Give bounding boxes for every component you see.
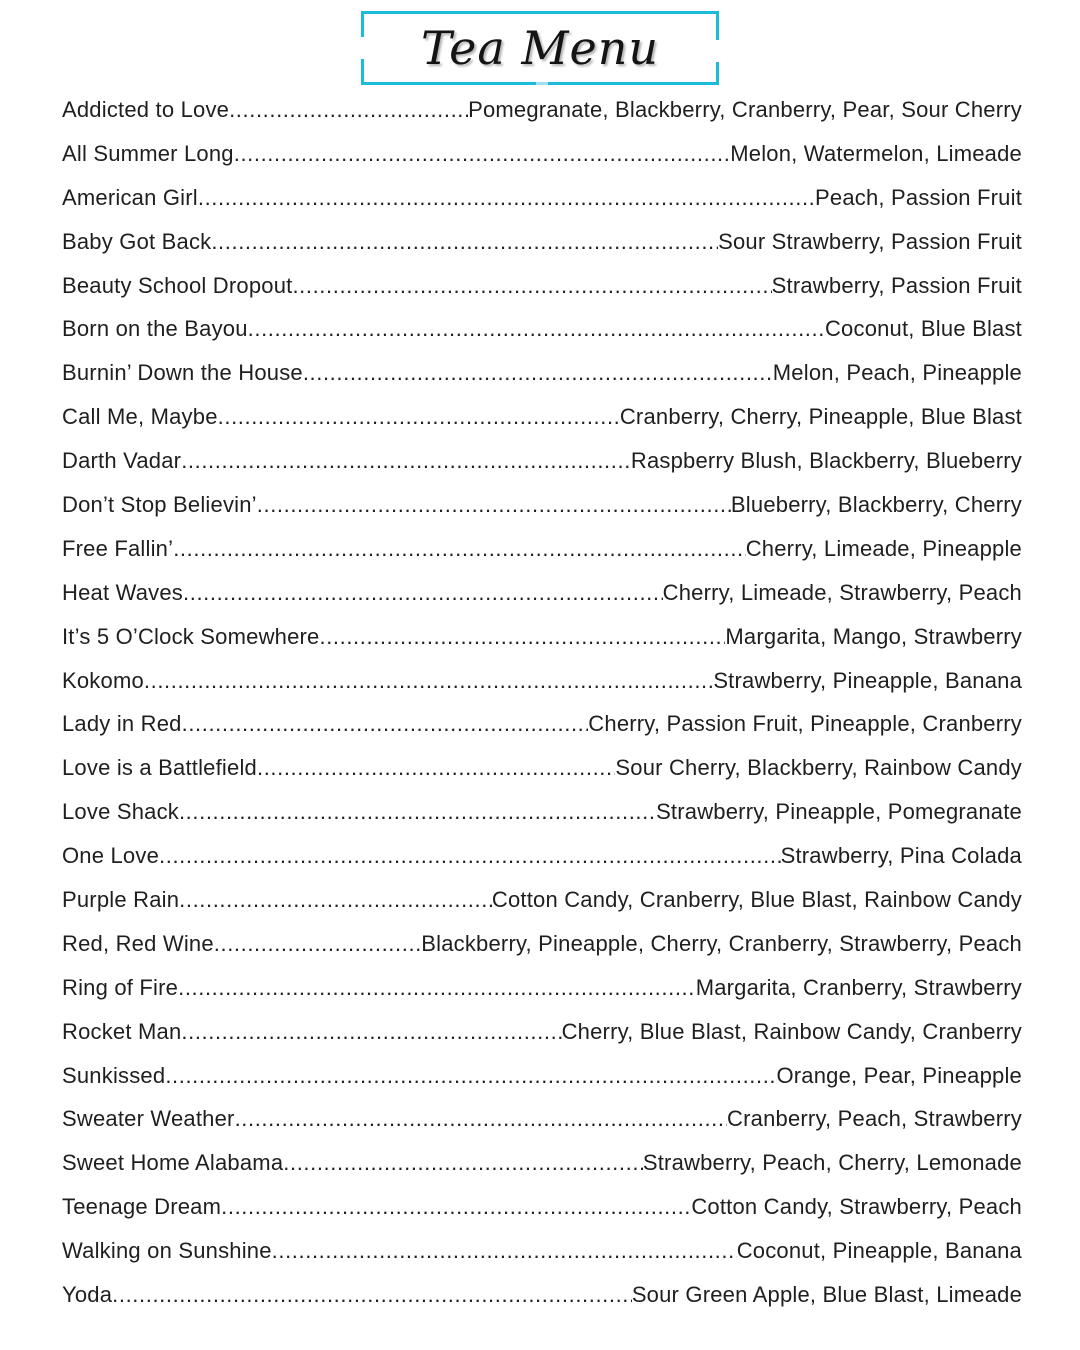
drink-name: Baby Got Back bbox=[62, 228, 212, 254]
menu-item-row bbox=[62, 527, 1022, 571]
dot-leader bbox=[303, 360, 773, 386]
dot-leader bbox=[182, 711, 589, 737]
drink-name: It’s 5 O’Clock Somewhere bbox=[62, 623, 320, 649]
drink-flavors: Cherry, Limeade, Pineapple bbox=[745, 535, 1022, 561]
drink-flavors: Cherry, Passion Fruit, Pineapple, Cranberry bbox=[588, 711, 1022, 737]
menu-item-row bbox=[62, 1010, 1022, 1054]
dot-leader bbox=[211, 229, 718, 255]
menu-item-row bbox=[62, 132, 1022, 176]
drink-flavors: Melon, Peach, Pineapple bbox=[772, 360, 1022, 386]
dot-leader bbox=[181, 448, 631, 474]
menu-item-row bbox=[62, 483, 1022, 527]
drink-flavors: Cherry, Limeade, Strawberry, Peach bbox=[662, 579, 1022, 605]
menu-item-row bbox=[62, 1229, 1022, 1273]
menu-list bbox=[62, 88, 1022, 1317]
dot-leader bbox=[229, 97, 468, 123]
menu-item-row bbox=[62, 790, 1022, 834]
dot-leader bbox=[112, 1282, 632, 1308]
drink-name: Sunkissed bbox=[62, 1062, 166, 1088]
dot-leader bbox=[144, 668, 713, 694]
drink-flavors: Strawberry, Pineapple, Pomegranate bbox=[656, 799, 1022, 825]
menu-item-row bbox=[62, 439, 1022, 483]
drink-flavors: Blackberry, Pineapple, Cherry, Cranberry, Strawberry, Peach bbox=[421, 930, 1022, 956]
drink-flavors: Cranberry, Cherry, Pineapple, Blue Blast bbox=[619, 404, 1022, 430]
drink-flavors: Cranberry, Peach, Strawberry bbox=[727, 1106, 1022, 1132]
drink-flavors: Margarita, Mango, Strawberry bbox=[725, 623, 1022, 649]
dot-leader bbox=[221, 1194, 691, 1220]
frame-tick bbox=[536, 82, 548, 85]
drink-flavors: Cotton Candy, Strawberry, Peach bbox=[691, 1194, 1022, 1220]
drink-flavors: Margarita, Cranberry, Strawberry bbox=[695, 974, 1022, 1000]
drink-flavors: Coconut, Blue Blast bbox=[824, 316, 1022, 342]
menu-item-row bbox=[62, 615, 1022, 659]
menu-item-row bbox=[62, 1054, 1022, 1098]
drink-name: Heat Waves bbox=[62, 579, 184, 605]
drink-name: American Girl bbox=[62, 184, 198, 210]
menu-item-row bbox=[62, 220, 1022, 264]
drink-name: Don’t Stop Believin’ bbox=[62, 491, 257, 517]
drink-name: Call Me, Maybe bbox=[62, 404, 218, 430]
drink-flavors: Blueberry, Blackberry, Cherry bbox=[730, 491, 1022, 517]
menu-item-row bbox=[62, 966, 1022, 1010]
drink-name: Addicted to Love bbox=[62, 96, 230, 122]
drink-name: Beauty School Dropout bbox=[62, 272, 293, 298]
drink-flavors: Strawberry, Pina Colada bbox=[780, 843, 1022, 869]
drink-flavors: Sour Cherry, Blackberry, Rainbow Candy bbox=[615, 755, 1022, 781]
drink-name: Purple Rain bbox=[62, 886, 180, 912]
drink-name: Kokomo bbox=[62, 667, 144, 693]
menu-item-row bbox=[62, 571, 1022, 615]
dot-leader bbox=[178, 975, 696, 1001]
drink-flavors: Sour Strawberry, Passion Fruit bbox=[718, 228, 1022, 254]
drink-name: Rocket Man bbox=[62, 1018, 182, 1044]
menu-item-row bbox=[62, 88, 1022, 132]
menu-item-row bbox=[62, 878, 1022, 922]
dot-leader bbox=[283, 1150, 643, 1176]
title-frame bbox=[361, 11, 719, 85]
menu-item-row bbox=[62, 834, 1022, 878]
drink-name: Burnin’ Down the House bbox=[62, 360, 303, 386]
dot-leader bbox=[159, 843, 781, 869]
dot-leader bbox=[183, 580, 663, 606]
menu-item-row bbox=[62, 702, 1022, 746]
dot-leader bbox=[234, 141, 731, 167]
drink-name: Ring of Fire bbox=[62, 974, 179, 1000]
drink-name: All Summer Long bbox=[62, 140, 234, 166]
drink-flavors: Raspberry Blush, Blackberry, Blueberry bbox=[630, 448, 1022, 474]
dot-leader bbox=[292, 273, 771, 299]
drink-name: Red, Red Wine bbox=[62, 930, 214, 956]
dot-leader bbox=[214, 931, 421, 957]
drink-flavors: Sour Green Apple, Blue Blast, Limeade bbox=[631, 1281, 1022, 1307]
drink-name: One Love bbox=[62, 843, 160, 869]
menu-item-row bbox=[62, 395, 1022, 439]
menu-item-row bbox=[62, 1097, 1022, 1141]
drink-flavors: Strawberry, Pineapple, Banana bbox=[713, 667, 1022, 693]
dot-leader bbox=[248, 316, 825, 342]
drink-name: Walking on Sunshine bbox=[62, 1238, 272, 1264]
dot-leader bbox=[218, 404, 620, 430]
drink-name: Lady in Red bbox=[62, 711, 182, 737]
menu-item-row bbox=[62, 176, 1022, 220]
dot-leader bbox=[173, 536, 746, 562]
menu-item-row bbox=[62, 1185, 1022, 1229]
drink-name: Love Shack bbox=[62, 799, 179, 825]
drink-name: Darth Vadar bbox=[62, 448, 182, 474]
drink-flavors: Strawberry, Passion Fruit bbox=[771, 272, 1022, 298]
menu-item-row bbox=[62, 746, 1022, 790]
drink-flavors: Peach, Passion Fruit bbox=[815, 184, 1022, 210]
dot-leader bbox=[257, 492, 731, 518]
dot-leader bbox=[181, 1019, 561, 1045]
drink-flavors: Cherry, Blue Blast, Rainbow Candy, Cranberry bbox=[561, 1018, 1022, 1044]
dot-leader bbox=[179, 799, 656, 825]
drink-name: Born on the Bayou bbox=[62, 316, 248, 342]
dot-leader bbox=[165, 1063, 776, 1089]
dot-leader bbox=[179, 887, 492, 913]
page-title: Tea Menu bbox=[421, 21, 659, 75]
menu-item-row bbox=[62, 922, 1022, 966]
drink-flavors: Cotton Candy, Cranberry, Blue Blast, Rainbow Candy bbox=[491, 886, 1022, 912]
frame-gap-right bbox=[716, 40, 719, 62]
drink-flavors: Strawberry, Peach, Cherry, Lemonade bbox=[642, 1150, 1022, 1176]
drink-name: Yoda bbox=[62, 1281, 113, 1307]
drink-name: Sweater Weather bbox=[62, 1106, 235, 1132]
dot-leader bbox=[198, 185, 815, 211]
menu-item-row bbox=[62, 1273, 1022, 1317]
drink-name: Sweet Home Alabama bbox=[62, 1150, 284, 1176]
dot-leader bbox=[272, 1238, 737, 1264]
menu-item-row bbox=[62, 1141, 1022, 1185]
menu-item-row bbox=[62, 659, 1022, 703]
drink-name: Free Fallin’ bbox=[62, 535, 174, 561]
dot-leader bbox=[257, 755, 615, 781]
drink-name: Love is a Battlefield bbox=[62, 755, 257, 781]
frame-gap-left bbox=[361, 37, 364, 59]
menu-item-row bbox=[62, 264, 1022, 308]
drink-flavors: Coconut, Pineapple, Banana bbox=[736, 1238, 1022, 1264]
dot-leader bbox=[320, 624, 726, 650]
drink-flavors: Pomegranate, Blackberry, Cranberry, Pear, Sour Cherry bbox=[468, 96, 1022, 122]
drink-name: Teenage Dream bbox=[62, 1194, 222, 1220]
menu-item-row bbox=[62, 351, 1022, 395]
drink-flavors: Melon, Watermelon, Limeade bbox=[730, 140, 1022, 166]
dot-leader bbox=[235, 1106, 727, 1132]
drink-flavors: Orange, Pear, Pineapple bbox=[776, 1062, 1022, 1088]
menu-item-row bbox=[62, 307, 1022, 351]
